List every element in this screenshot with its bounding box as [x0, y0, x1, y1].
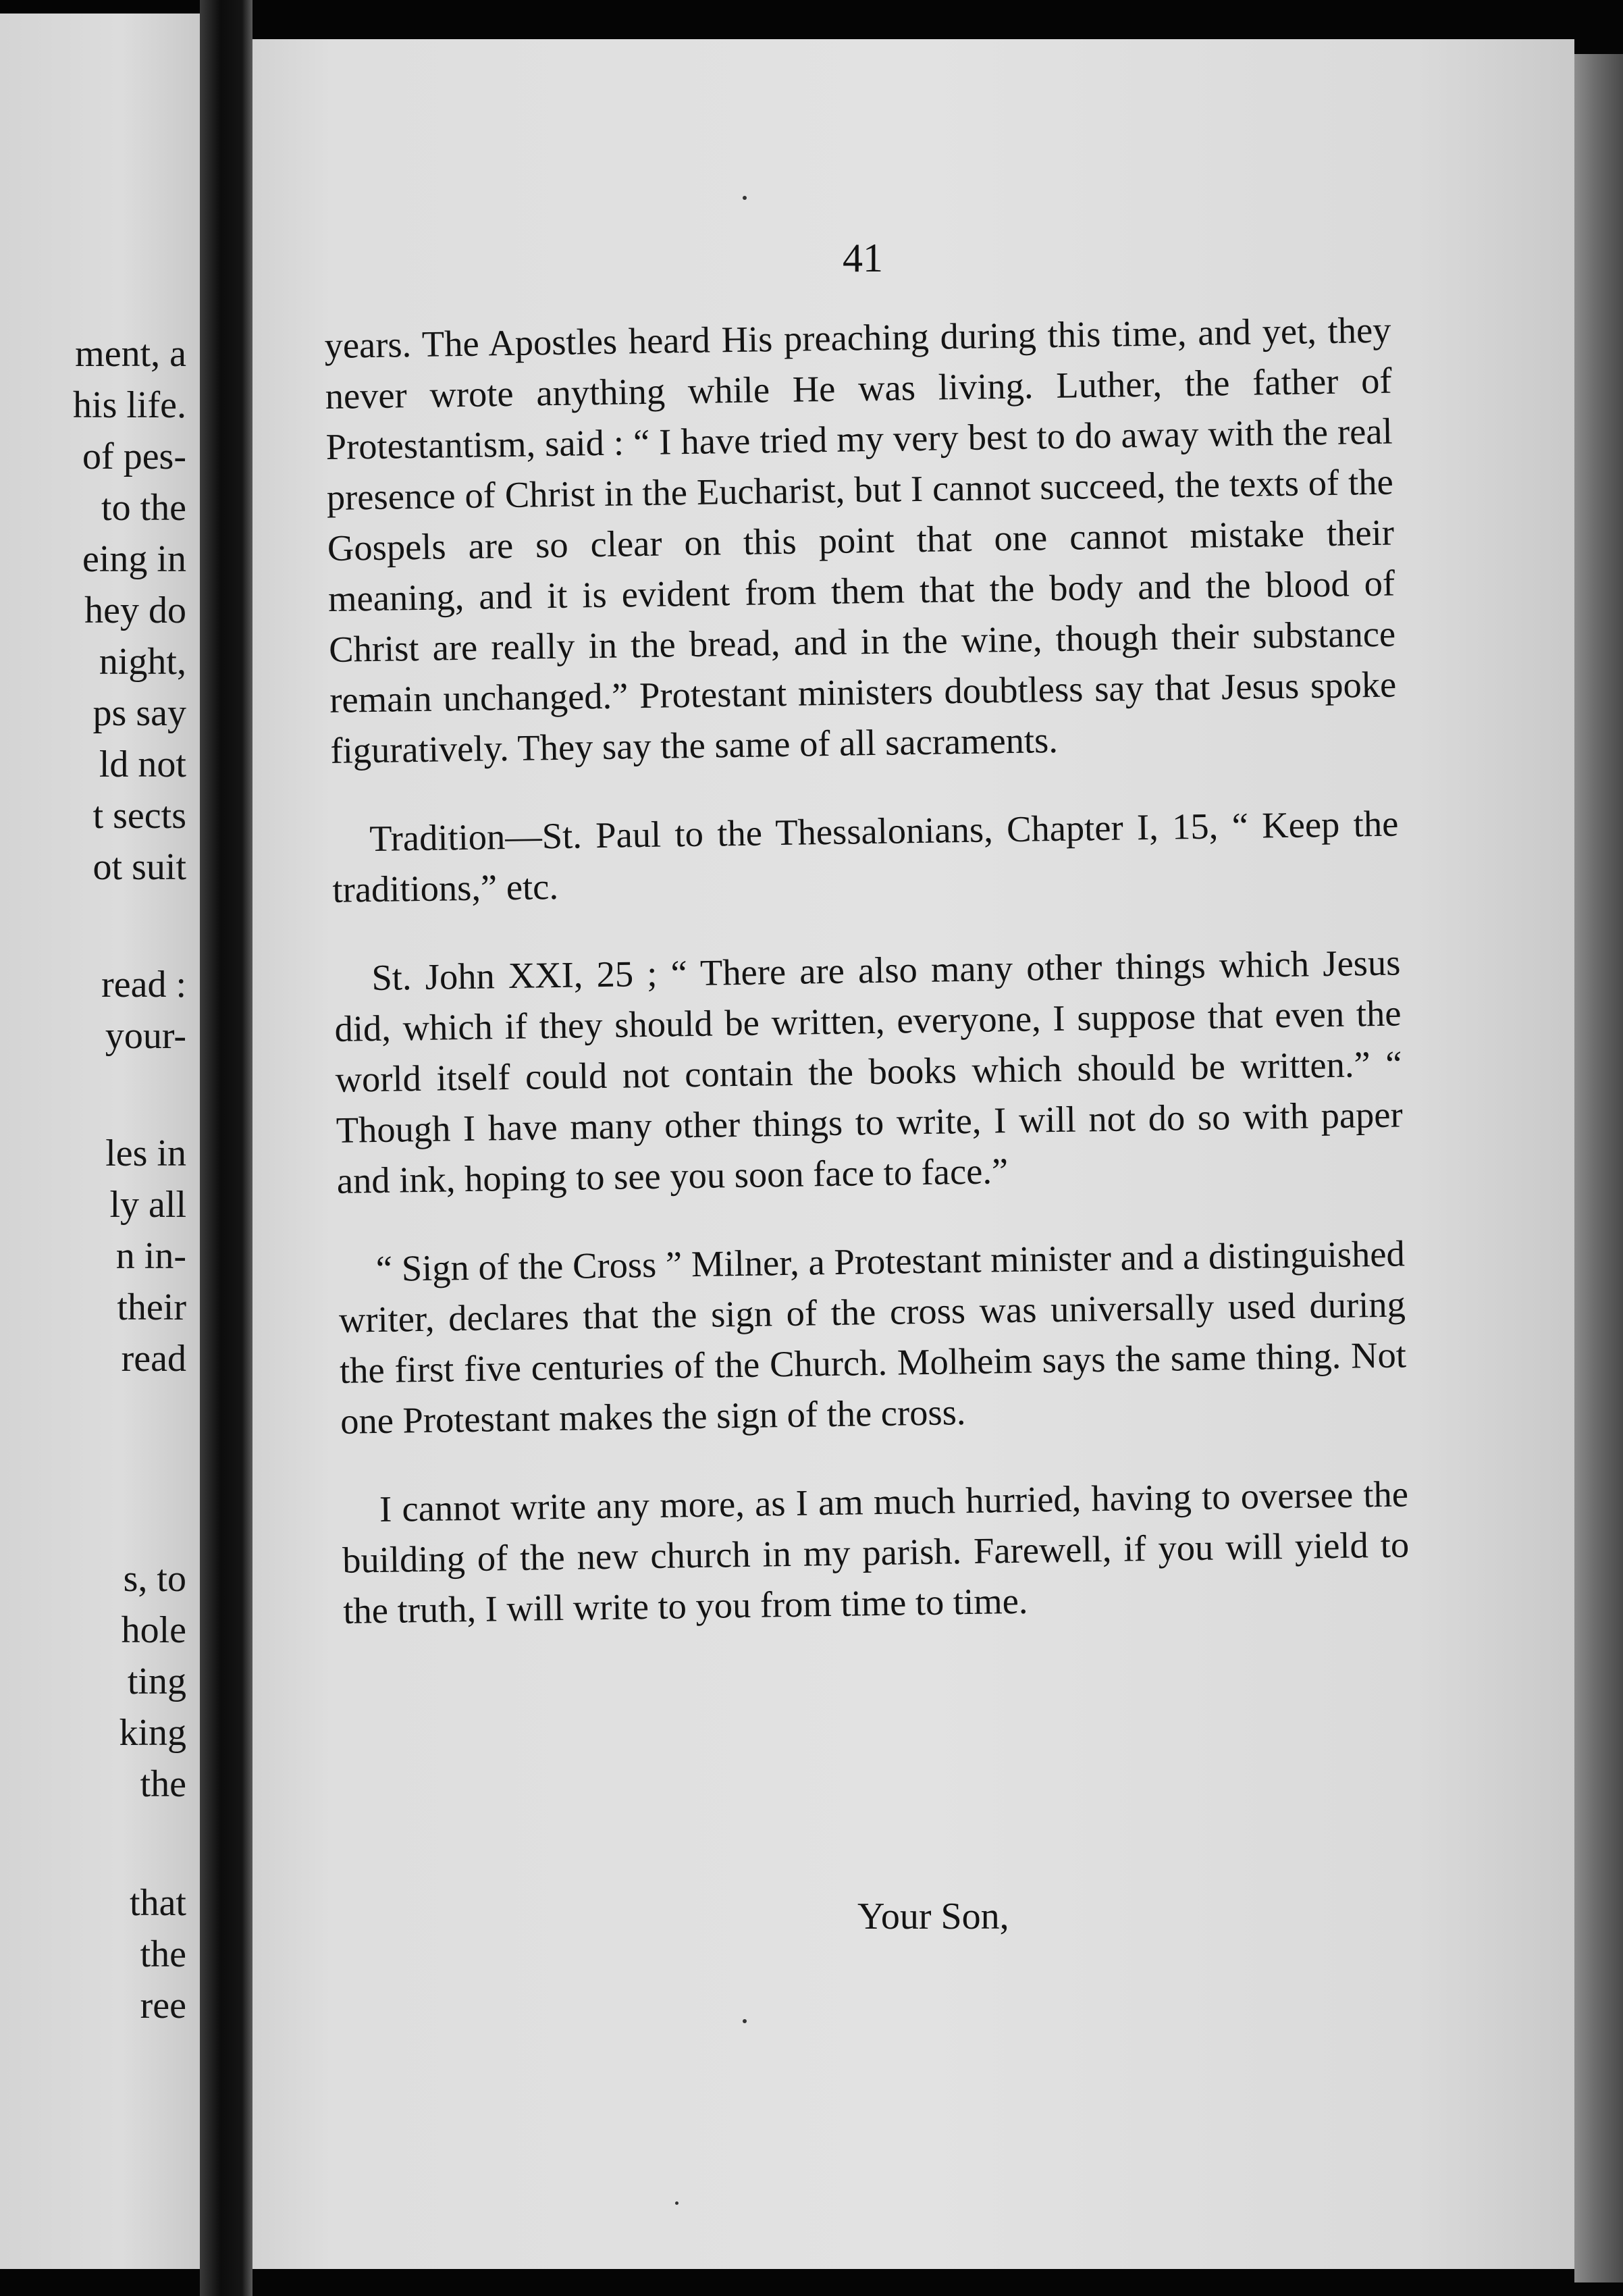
left-page-line: his life.	[73, 384, 186, 426]
left-page-line: read	[121, 1338, 186, 1380]
left-page-line: night,	[99, 641, 186, 683]
left-page-line: s, to	[123, 1558, 186, 1600]
left-page-line: ly all	[109, 1184, 186, 1226]
left-page-line: ps say	[92, 692, 186, 734]
book-gutter	[200, 0, 252, 2296]
left-page-line: les in	[105, 1132, 186, 1174]
page-number: 41	[843, 236, 883, 280]
body-text	[324, 305, 1410, 1636]
ink-speck	[743, 2019, 747, 2023]
left-page-line: ld not	[99, 743, 186, 785]
left-page-line: your-	[105, 1015, 186, 1057]
left-page-line: of pes-	[82, 436, 186, 477]
left-facing-page	[0, 14, 203, 2269]
left-page-line: hole	[121, 1609, 186, 1651]
left-page-line: ting	[127, 1661, 186, 1702]
left-page-line: the	[140, 1933, 186, 1975]
left-page-line: king	[119, 1712, 186, 1754]
paragraph: “ Sign of the Cross ” Milner, a Protestant minister and a distinguished writer, declares that the sign of the cross was universally used during the first five centuries of the Church. Molheim says the same thing. Not one Protestant makes the sign of the cross.	[338, 1232, 1407, 1442]
left-page-line: n in-	[115, 1235, 186, 1277]
left-page-line: hey do	[84, 590, 186, 631]
ink-speck	[743, 196, 747, 200]
left-page-line: that	[130, 1882, 186, 1924]
paragraph: St. John XXI, 25 ; “ There are also many other things which Jesus did, which if they should be written, everyone, I suppose that even the world itself could not contain the books which should be written.” “ Though I have many other things to write, I will not do so with paper and ink, hoping to see you soon face to face.”	[334, 941, 1404, 1201]
left-page-line: the	[140, 1763, 186, 1805]
paragraph: years. The Apostles heard His preaching during this time, and yet, they never wrote anything while He was living. Luther, the father of Protestantism, said : “ I have tried my very best to do away with the real presence of Christ in the Eucharist, but I cannot succeed, the texts of the Gospels are so clear on this point that one cannot mistake their meaning, and it is evident from them that the body and the blood of Christ are really in the bread, and in the wine, though their substance remain unchanged.” Protestant ministers doubtless say that Jesus spoke figuratively. They say the same of all sacraments.	[324, 309, 1397, 771]
left-page-line: t sects	[92, 795, 186, 837]
left-page-line: eing in	[82, 538, 186, 580]
left-page-line: their	[117, 1286, 186, 1328]
paragraph: Tradition—St. Paul to the Thessalonians, Chapter I, 15, “ Keep the traditions,” etc.	[332, 802, 1399, 910]
left-page-line: ot suit	[92, 846, 186, 888]
ink-speck	[675, 2201, 679, 2205]
left-page-line: ment, a	[75, 333, 186, 375]
page-edge-shadow	[1574, 54, 1623, 2282]
left-page-line: to the	[101, 487, 186, 529]
paragraph: I cannot write any more, as I am much hurried, having to oversee the building of the new church in my parish. Farewell, if you will yield to the truth, I will write to you from time to time.	[342, 1473, 1410, 1632]
closing-signature: Your Son,	[857, 1896, 1009, 1937]
left-page-line: read :	[101, 964, 186, 1006]
left-page-line: ree	[140, 1985, 186, 2027]
